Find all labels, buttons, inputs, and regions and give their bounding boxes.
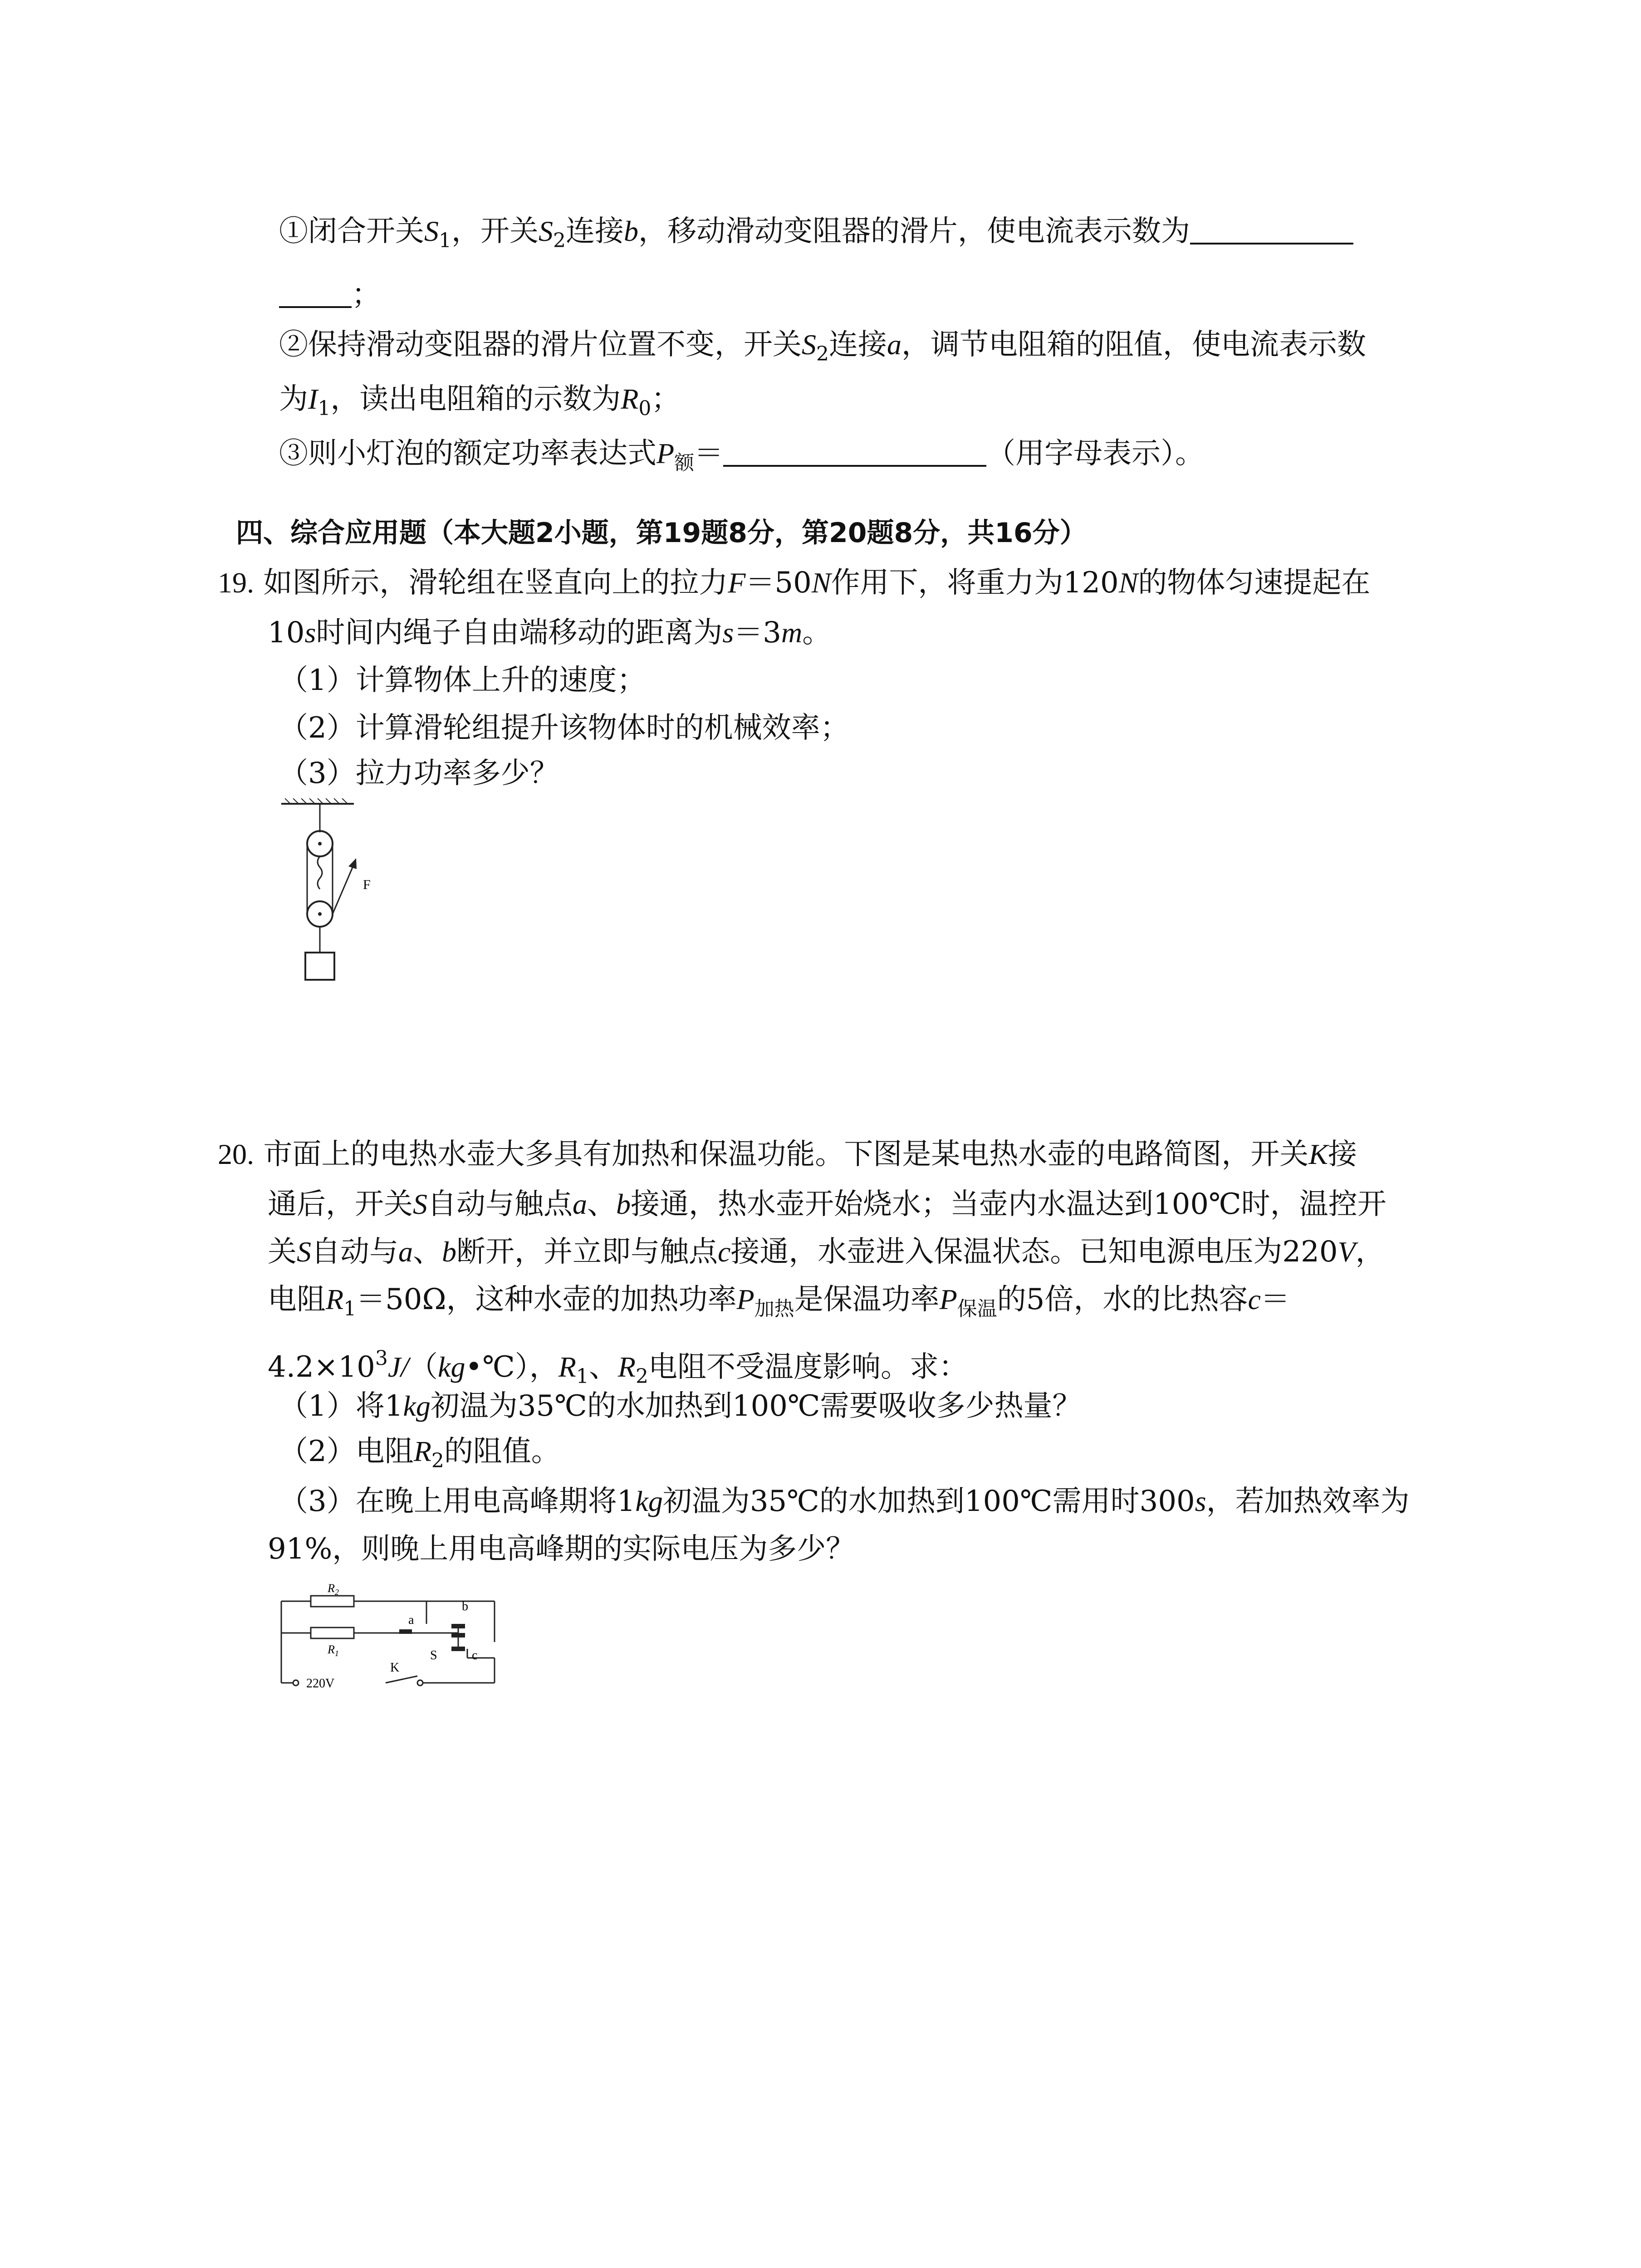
force-label: F — [363, 877, 371, 892]
label-a: a — [408, 1613, 414, 1627]
q20-l4b: ＝50Ω，这种水壶的加热功率 — [356, 1283, 737, 1316]
q18-step2-b: 连接 — [829, 328, 887, 362]
answer-blank-1[interactable] — [1190, 215, 1353, 244]
var-r2: R — [413, 1435, 431, 1467]
var-n2: N — [1118, 567, 1138, 599]
q20-l4a: 电阻 — [268, 1283, 326, 1316]
var-r2-sub: 2 — [431, 1449, 444, 1472]
q19-line1 — [218, 565, 1370, 601]
q20-line3 — [268, 1234, 1385, 1270]
q20-l5b: （ — [409, 1350, 438, 1384]
q20-sub2 — [279, 1433, 560, 1479]
q19-l1c: 作用下，将重力为120 — [831, 566, 1119, 600]
q19-sub3: （3）拉力功率多少？ — [279, 757, 559, 790]
q20-l3f: ， — [1355, 1235, 1385, 1269]
var-i1: I — [308, 383, 318, 415]
var-n: N — [811, 567, 831, 599]
q19-l1b: ＝50 — [745, 566, 812, 600]
q19-l1a: 如图所示，滑轮组在竖直向上的拉力 — [263, 566, 728, 600]
q19-line2 — [268, 615, 831, 651]
var-a: a — [398, 1236, 413, 1268]
q19-l1d: 的物体匀速提起在 — [1138, 566, 1371, 600]
q18-step3-a: ③则小灯泡的额定功率表达式 — [279, 437, 656, 470]
var-k: K — [1308, 1138, 1328, 1170]
var-r1-sub: 1 — [576, 1365, 589, 1388]
var-s2-sub: 2 — [816, 342, 829, 366]
circuit-figure — [272, 1579, 508, 1696]
var-s2-sub: 2 — [553, 229, 566, 252]
q18-step2-l2b: ，读出电阻箱的示数为 — [330, 382, 621, 416]
answer-blank-2[interactable] — [723, 437, 986, 467]
q18-step1-semicolon: ； — [352, 278, 381, 312]
var-a: a — [573, 1188, 587, 1220]
pulley-figure — [272, 798, 399, 993]
q18-step1-end: ，移动滑动变阻器的滑片，使电流表示数为 — [638, 215, 1190, 248]
q20-l5e: 电阻不受温度影响。求： — [648, 1350, 968, 1384]
var-r1: R — [326, 1283, 344, 1315]
q19-l2a: 10 — [268, 616, 305, 650]
label-220v: 220V — [306, 1677, 335, 1691]
label-r1: $R_1$ — [328, 1643, 339, 1658]
answer-blank-1-cont[interactable] — [279, 278, 352, 308]
q20-l2d: 接通，热水壶开始烧水；当壶内水温达到100℃时，温控开 — [631, 1188, 1386, 1221]
q18-step2-line2 — [279, 381, 680, 427]
q20-l3a: 关 — [268, 1235, 297, 1269]
q20-l4c: 是保温功率 — [794, 1283, 940, 1316]
var-b: b — [442, 1236, 456, 1268]
q20-sub3b: 初温为35℃的水加热到100℃需用时300 — [662, 1485, 1195, 1518]
q20-l3d: 断开，并立即与触点 — [456, 1235, 718, 1269]
q20-sub1b: 初温为35℃的水加热到100℃需要吸收多少热量？ — [430, 1389, 1082, 1423]
var-s2-dist: s — [722, 616, 734, 649]
q20-l3e: 接通，水壶进入保温状态。已知电源电压为220 — [730, 1235, 1338, 1269]
q20-l2c: 、 — [587, 1188, 616, 1221]
q19-l2c: ＝3 — [734, 616, 781, 650]
var-s: s — [1195, 1485, 1206, 1517]
q20-sub1a: （1）将1 — [279, 1389, 403, 1423]
var-p-heat: P — [736, 1283, 754, 1315]
q18-step3 — [279, 435, 1204, 481]
q20-l1b: 接 — [1328, 1138, 1357, 1171]
var-b: b — [616, 1188, 631, 1220]
var-i1-sub: 1 — [318, 397, 331, 420]
q18-step1 — [279, 213, 1353, 259]
q20-sub1 — [279, 1388, 1082, 1424]
q20-l2a: 通后，开关 — [268, 1188, 413, 1221]
var-s: S — [297, 1236, 311, 1268]
var-r2-sub: 2 — [635, 1365, 648, 1388]
q20-l4d: 的5倍，水的比热容 — [997, 1283, 1248, 1316]
q19-l2b: 时间内绳子自由端移动的距离为 — [316, 616, 723, 650]
q20-l1a: 市面上的电热水壶大多具有加热和保温功能。下图是某电热水壶的电路简图，开关 — [263, 1138, 1309, 1171]
var-s1: S — [424, 215, 439, 247]
q20-l4e: ＝ — [1260, 1283, 1290, 1316]
q19-sub1: （1）计算物体上升的速度； — [279, 664, 646, 697]
var-v: V — [1337, 1236, 1356, 1268]
q20-sub2b: 的阻值。 — [444, 1435, 560, 1468]
label-r2: $R_2$ — [328, 1582, 339, 1597]
q18-step2-a: ②保持滑动变阻器的滑片位置不变，开关 — [279, 328, 802, 362]
q20-l5c: •℃）， — [465, 1350, 558, 1384]
var-p-keep-sub: 保温 — [957, 1297, 997, 1320]
q20-sub3 — [279, 1483, 1410, 1520]
q18-step2-c: ，调节电阻箱的阻值，使电流表示数 — [901, 328, 1366, 362]
var-s1-sub: 1 — [439, 229, 451, 252]
var-r2: R — [617, 1351, 636, 1383]
var-r1: R — [558, 1351, 576, 1383]
q19-l2d: 。 — [802, 616, 832, 650]
q18-step3-end: （用字母表示）。 — [986, 437, 1205, 470]
q18-step1-mid2: 连接 — [566, 215, 624, 248]
q20-l3c: 、 — [413, 1235, 442, 1269]
var-c: c — [718, 1236, 731, 1268]
q20-line2 — [268, 1186, 1386, 1222]
q20-l3b: 自动与 — [311, 1235, 398, 1269]
var-j: J/ — [387, 1351, 409, 1383]
var-p-heat-sub: 加热 — [754, 1297, 794, 1320]
q18-step1-cont — [279, 277, 381, 313]
var-kg: kg — [438, 1351, 465, 1383]
var-b: b — [624, 215, 638, 247]
var-kg: kg — [635, 1485, 663, 1517]
q18-step2-l2a: 为 — [279, 382, 308, 416]
q20-line5 — [268, 1340, 968, 1395]
label-s: S — [430, 1648, 437, 1662]
q20-sub3c: ，若加热效率为 — [1206, 1485, 1410, 1518]
q18-step2-l2end: ； — [651, 382, 681, 416]
var-p-sub: 额 — [674, 451, 695, 474]
q18-step3-eq: ＝ — [694, 437, 724, 470]
var-s2: S — [539, 215, 553, 247]
q18-step1-mid: ，开关 — [451, 215, 539, 248]
label-k: K — [390, 1661, 400, 1675]
q20-l5d: 、 — [588, 1350, 618, 1384]
var-kg: kg — [403, 1390, 431, 1422]
q20-line1 — [218, 1136, 1357, 1173]
var-r0: R — [621, 383, 639, 415]
var-p: P — [656, 437, 675, 469]
label-b: b — [462, 1599, 468, 1613]
var-s2: S — [802, 328, 816, 361]
q20-l2b: 自动与触点 — [427, 1188, 573, 1221]
var-s: S — [413, 1188, 427, 1220]
var-r1-sub: 1 — [343, 1297, 357, 1320]
label-c: c — [472, 1648, 478, 1662]
q20-number: 20. — [218, 1138, 254, 1170]
var-r0-sub: 0 — [638, 397, 652, 420]
q20-sub3a: （3）在晚上用电高峰期将1 — [279, 1485, 636, 1518]
q20-line4 — [268, 1281, 1290, 1327]
q19-number: 19. — [218, 567, 254, 599]
q20-l5-sup: 3 — [375, 1347, 388, 1370]
var-f: F — [728, 567, 746, 599]
var-s: s — [304, 616, 316, 649]
var-p-keep: P — [939, 1283, 957, 1315]
var-m: m — [781, 616, 803, 649]
q18-step1-text: ①闭合开关 — [279, 215, 424, 248]
q18-step2 — [279, 327, 1366, 372]
var-a: a — [887, 328, 901, 361]
q20-sub2a: （2）电阻 — [279, 1435, 414, 1468]
q20-sub3-line2: 91%，则晚上用电高峰期的实际电压为多少？ — [268, 1532, 855, 1566]
var-c: c — [1248, 1283, 1261, 1315]
section-title: 四、综合应用题（本大题2小题，第19题8分，第20题8分，共16分） — [236, 517, 1087, 549]
q20-l5a: 4.2×10 — [268, 1350, 375, 1384]
q19-sub2: （2）计算滑轮组提升该物体时的机械效率； — [279, 711, 849, 745]
